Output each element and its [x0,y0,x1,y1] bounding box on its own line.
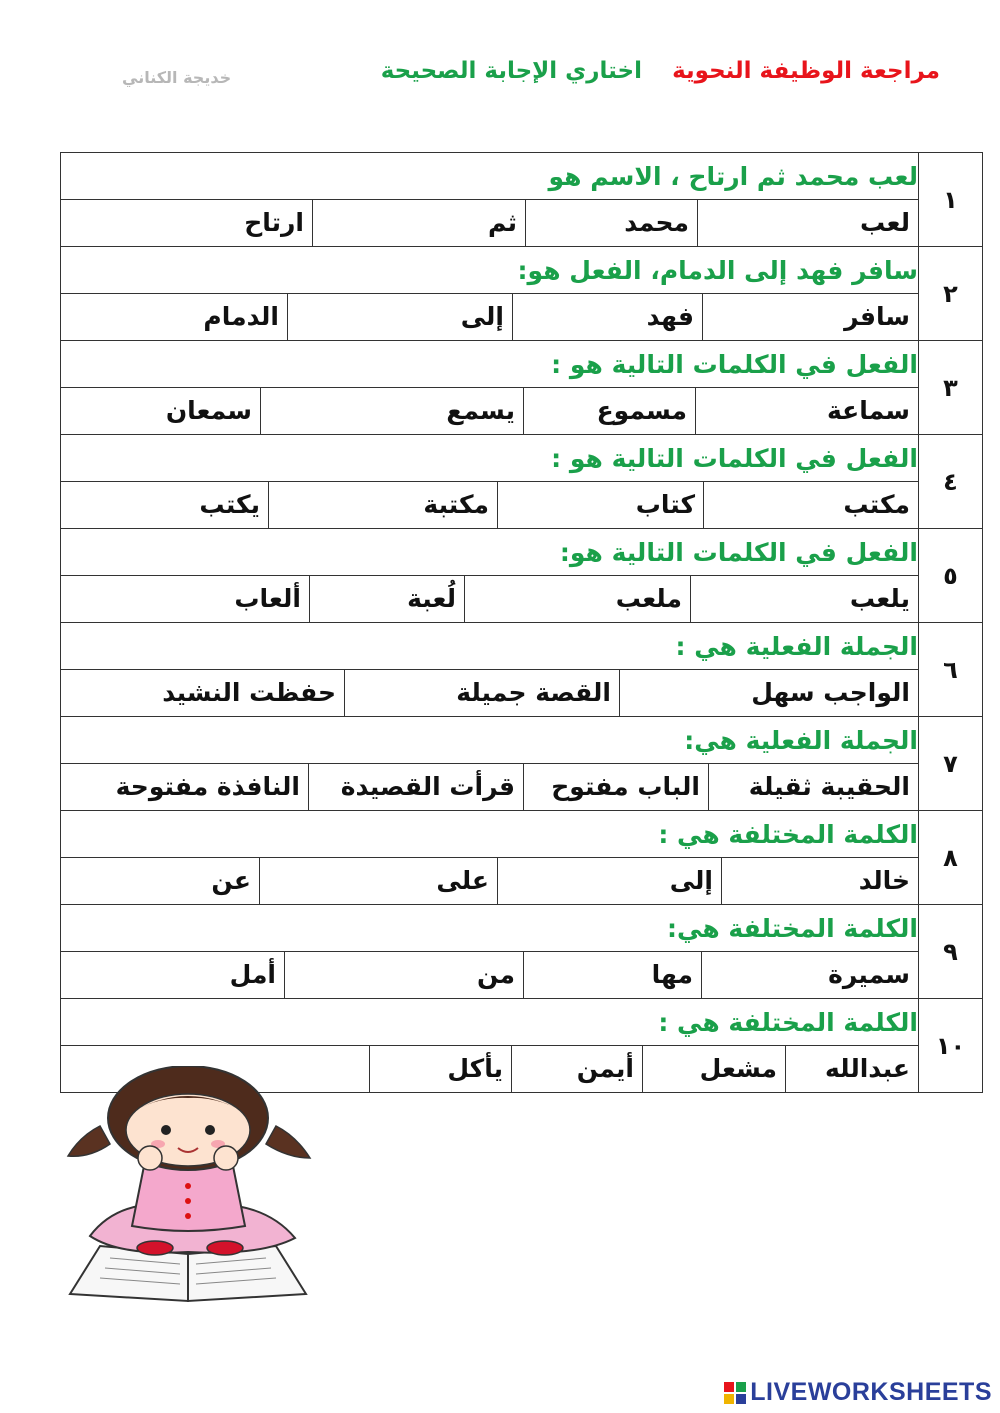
answer-option[interactable]: لُعبة [309,576,464,622]
answer-option[interactable]: أيمن [511,1046,642,1092]
answer-option[interactable]: يكتب [199,490,260,519]
answer-option[interactable]: سميرة [701,952,918,998]
question-text: لعب محمد ثم ارتاح ، الاسم هو [61,153,919,200]
answer-option[interactable]: عبدالله [785,1046,918,1092]
answer-option[interactable]: قرأت القصيدة [308,764,523,810]
author-name: خديجة الكناني [122,68,232,87]
answer-option[interactable]: لعب [697,200,918,246]
girl-reading-illustration [60,1066,320,1306]
question-text: الكلمة المختلفة هي : [61,999,919,1046]
answer-option[interactable]: محمد [525,200,697,246]
answer-option[interactable]: عن [211,866,251,895]
answer-option[interactable]: مكتب [703,482,918,528]
question-number: ٦ [919,623,983,717]
answer-option[interactable]: ارتاح [244,208,304,237]
answer-option[interactable]: الحقيبة ثقيلة [708,764,918,810]
answer-option[interactable]: على [259,858,497,904]
worksheet-header [0,58,1000,98]
options-row [61,482,983,529]
question-row [61,341,983,388]
answer-option[interactable]: مكتبة [268,482,497,528]
answer-option[interactable]: مها [523,952,701,998]
options-row [61,764,983,811]
options-row [61,858,983,905]
answer-option[interactable]: سافر [702,294,918,340]
question-number: ٤ [919,435,983,529]
question-text: سافر فهد إلى الدمام، الفعل هو: [61,247,919,294]
options-row [61,670,983,717]
question-number: ٨ [919,811,983,905]
brand-grid-icon [724,1382,746,1404]
answer-option[interactable]: ملعب [464,576,690,622]
question-row [61,811,983,858]
answer-option[interactable]: سمعان [165,396,252,425]
question-number: ١ [919,153,983,247]
brand-name: LIVEWORKSHEETS [750,1378,992,1406]
options-row [61,576,983,623]
answer-option[interactable]: كتاب [497,482,703,528]
questions-table [60,152,983,1093]
question-text: الفعل في الكلمات التالية هو : [61,341,919,388]
answer-option[interactable]: إلى [287,294,512,340]
answer-option[interactable]: يلعب [690,576,918,622]
open-book-icon [70,1246,306,1301]
answer-option[interactable]: سماعة [695,388,918,434]
answer-option[interactable]: إلى [497,858,721,904]
options-row [61,388,983,435]
question-row [61,999,983,1046]
answer-option[interactable]: الدمام [203,302,279,331]
answer-option[interactable]: خالد [721,858,918,904]
answer-option[interactable]: النافذة مفتوحة [115,772,300,801]
options-row [61,200,983,247]
question-row [61,247,983,294]
question-number: ٩ [919,905,983,999]
options-row [61,294,983,341]
answer-option[interactable]: حفظت النشيد [162,678,336,707]
options-row [61,952,983,999]
question-row [61,905,983,952]
question-row [61,529,983,576]
question-row [61,623,983,670]
question-row [61,717,983,764]
question-row [61,435,983,482]
question-text: الكلمة المختلفة هي: [61,905,919,952]
answer-option[interactable]: ألعاب [234,584,301,613]
question-row [61,153,983,200]
answer-option[interactable]: يأكل [369,1046,511,1092]
answer-option[interactable]: القصة جميلة [344,670,619,716]
worksheet-title: مراجعة الوظيفة النحوية [672,58,940,84]
question-text: الفعل في الكلمات التالية هو : [61,435,919,482]
liveworksheets-logo [724,1378,992,1407]
answer-option[interactable]: مسموع [523,388,695,434]
question-number: ٣ [919,341,983,435]
question-text: الجملة الفعلية هي : [61,623,919,670]
answer-option[interactable]: من [284,952,523,998]
worksheet-instruction: اختاري الإجابة الصحيحة [380,58,642,84]
answer-option[interactable]: الباب مفتوح [523,764,708,810]
answer-option[interactable]: فهد [512,294,702,340]
answer-option[interactable]: أمل [229,960,276,989]
answer-option[interactable]: ثم [312,200,525,246]
question-text: الجملة الفعلية هي: [61,717,919,764]
answer-option[interactable]: الواجب سهل [619,670,918,716]
question-number: ٢ [919,247,983,341]
answer-option[interactable]: يسمع [260,388,523,434]
question-number: ١٠ [919,999,983,1093]
answer-option[interactable]: مشعل [642,1046,785,1092]
question-number: ٧ [919,717,983,811]
question-number: ٥ [919,529,983,623]
question-text: الكلمة المختلفة هي : [61,811,919,858]
question-text: الفعل في الكلمات التالية هو: [61,529,919,576]
